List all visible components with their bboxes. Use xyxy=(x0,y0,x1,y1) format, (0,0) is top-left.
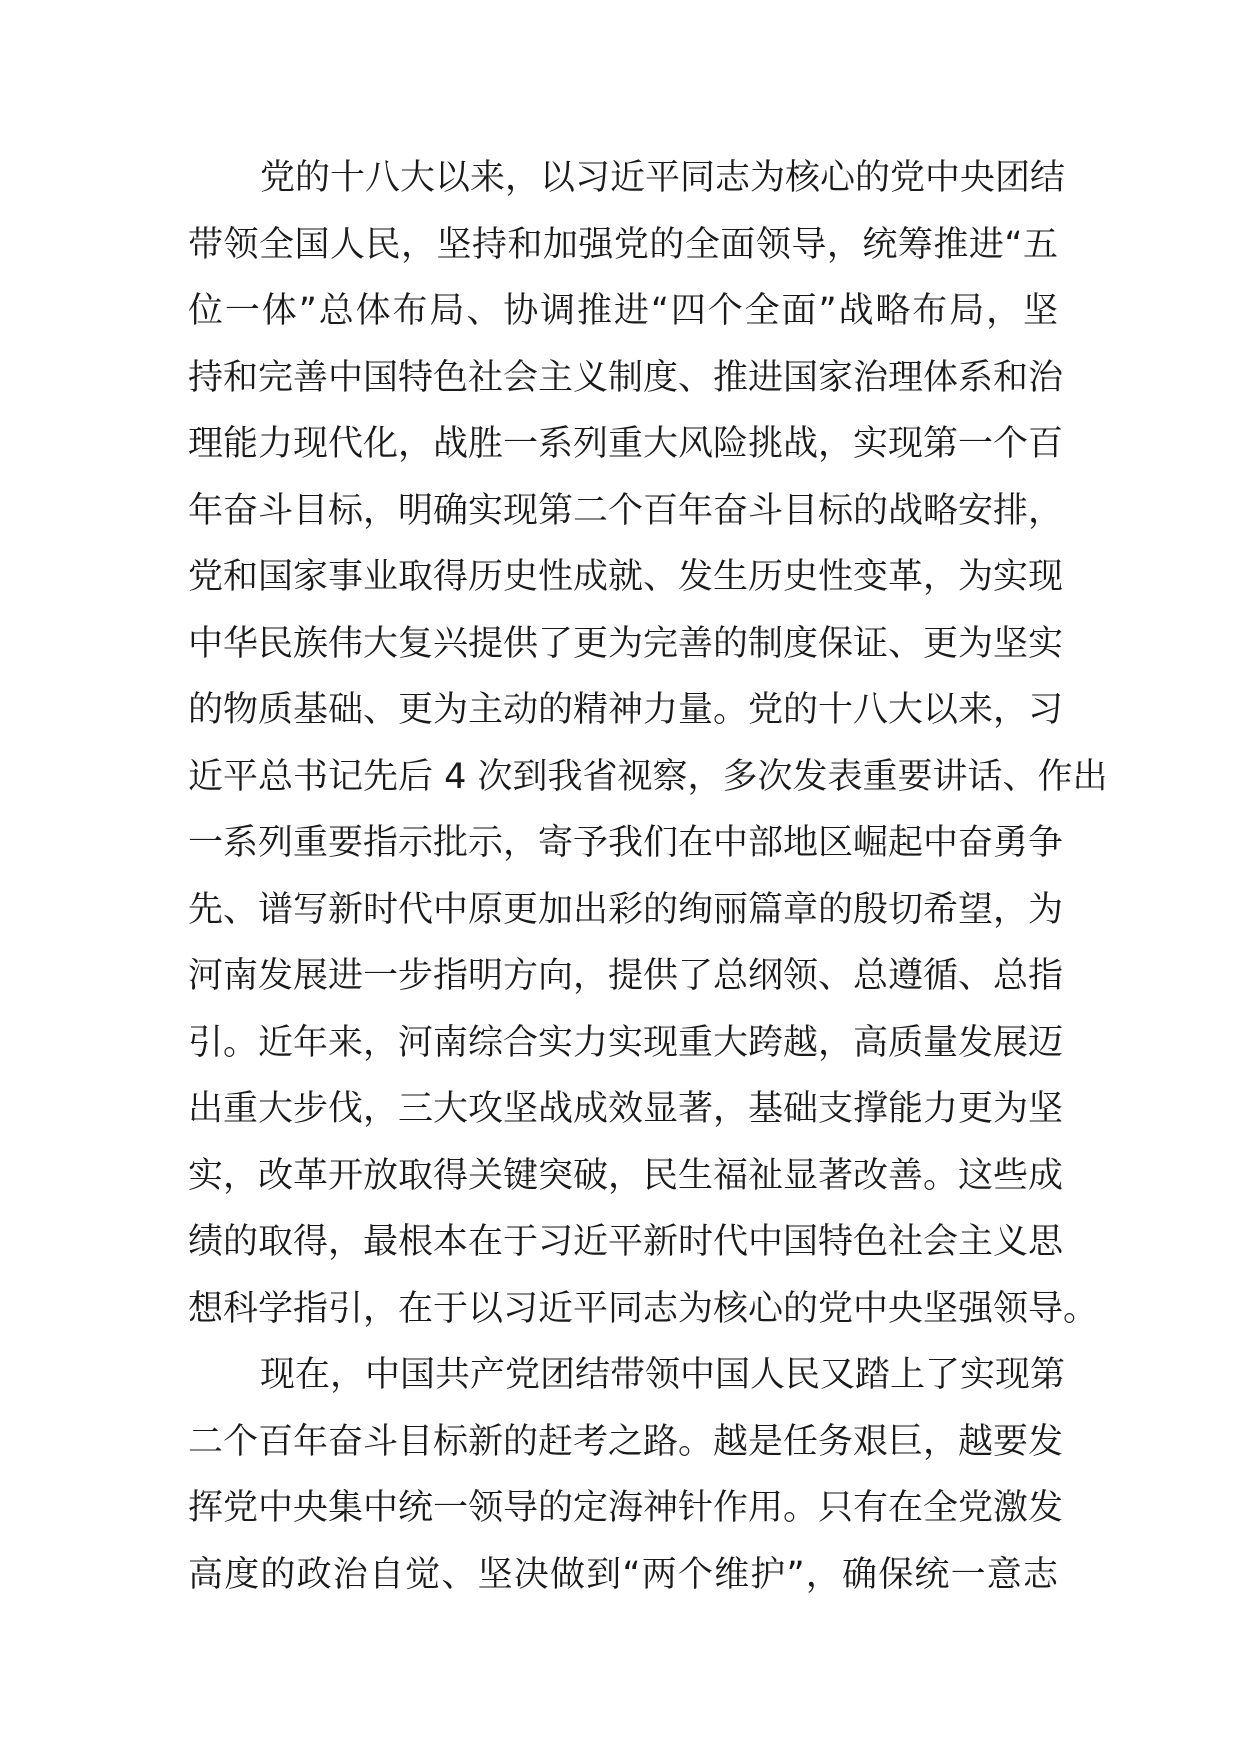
paragraph-2 xyxy=(188,1342,1066,1608)
paragraph-line: 一系列重要指示批示，寄予我们在中部地区崛起中奋勇争 xyxy=(188,823,1064,863)
paragraph-line: 挥党中央集中统一领导的定海神针作用。只有在全党激发 xyxy=(188,1488,1064,1528)
paragraph-line: 带领全国人民，坚持和加强党的全面领导，统筹推进“五 xyxy=(188,224,1058,265)
paragraph-line: 年奋斗目标，明确实现第二个百年奋斗目标的战略安排， xyxy=(188,490,1064,531)
paragraph-line: 位一体”总体布局、协调推进“四个全面”战略布局，坚 xyxy=(188,291,1058,331)
paragraph-line: 二个百年奋斗目标新的赶考之路。越是任务艰巨，越要发 xyxy=(188,1421,1064,1462)
paragraph-line: 近平总书记先后 4 次到我省视察，多次发表重要讲话、作出 xyxy=(188,756,1108,797)
paragraph-line: 党和国家事业取得历史性成就、发生历史性变革，为实现 xyxy=(188,557,1064,597)
paragraph-line: 先、谱写新时代中原更加出彩的绚丽篇章的殷切希望，为 xyxy=(188,889,1064,930)
paragraph-line: 理能力现代化，战胜一系列重大风险挑战，实现第一个百 xyxy=(188,424,1064,464)
paragraph-1 xyxy=(188,145,1108,1342)
paragraph-line: 现在，中国共产党团结带领中国人民又踏上了实现第 xyxy=(260,1355,1066,1395)
paragraph-line: 高度的政治自觉、坚决做到“两个维护”，确保统一意志 xyxy=(188,1554,1058,1595)
paragraph-line: 绩的取得，最根本在于习近平新时代中国特色社会主义思 xyxy=(188,1222,1064,1262)
paragraph-line: 引。近年来，河南综合实力实现重大跨越，高质量发展迈 xyxy=(188,1022,1064,1063)
paragraph-line: 的物质基础、更为主动的精神力量。党的十八大以来，习 xyxy=(188,690,1064,730)
paragraph-line: 出重大步伐，三大攻坚战成效显著，基础支撑能力更为坚 xyxy=(188,1089,1064,1129)
paragraph-line: 持和完善中国特色社会主义制度、推进国家治理体系和治 xyxy=(188,357,1064,398)
paragraph-line: 想科学指引，在于以习近平同志为核心的党中央坚强领导。 xyxy=(188,1288,1099,1329)
paragraph-line: 中华民族伟大复兴提供了更为完善的制度保证、更为坚实 xyxy=(188,623,1064,664)
paragraph-line: 党的十八大以来，以习近平同志为核心的党中央团结 xyxy=(260,158,1066,198)
paragraph-line: 实，改革开放取得关键突破，民生福祉显著改善。这些成 xyxy=(188,1155,1064,1196)
paragraph-line: 河南发展进一步指明方向，提供了总纲领、总遵循、总指 xyxy=(188,956,1064,996)
